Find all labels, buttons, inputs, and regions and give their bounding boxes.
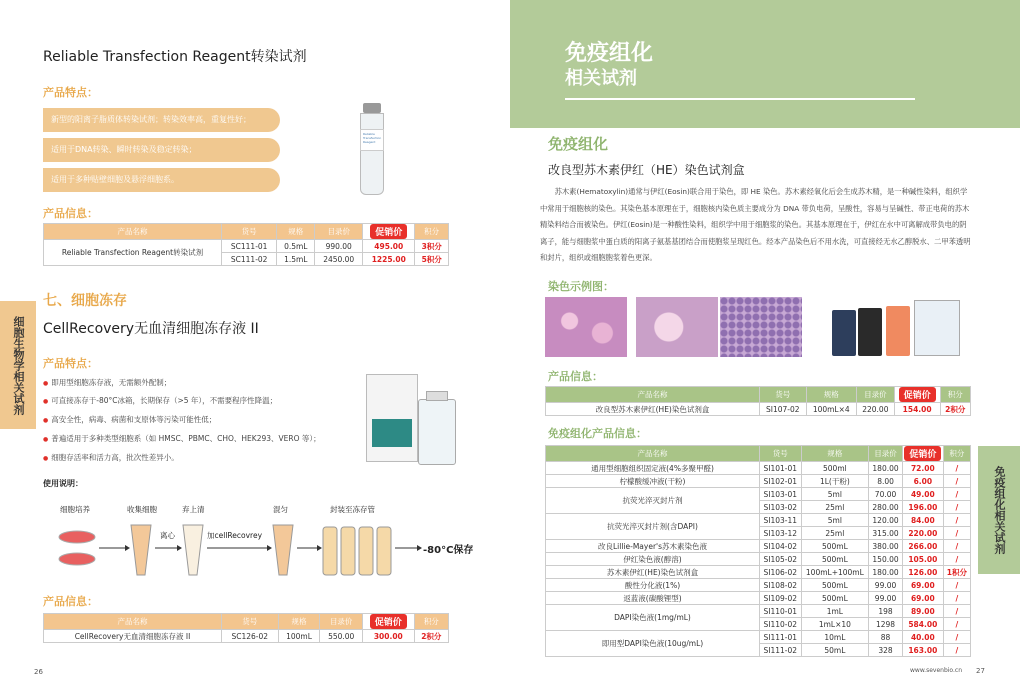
banner-line-2: 相关试剂 bbox=[565, 68, 637, 89]
right-side-tab: 免疫组化相关试剂 bbox=[978, 446, 1020, 574]
table-row: 通用型细胞组织固定液(4%多聚甲醛) SI101-01 500ml 180.00 72.00 / bbox=[546, 462, 971, 475]
page-number: 26 bbox=[34, 668, 43, 676]
stain-image-3 bbox=[720, 297, 802, 357]
page-number: 27 bbox=[976, 667, 985, 675]
step-store: -80°C保存 bbox=[423, 545, 474, 556]
he-title: 改良型苏木素伊红（HE）染色试剂盒 bbox=[548, 163, 745, 177]
table-row: Reliable Transfection Reagent转染试剂 SC111-01 0.5mL 990.00 495.00 3积分 bbox=[44, 240, 449, 253]
cryo-feature-3: ● 高安全性，病毒、病菌和支原体等污染可能性低； bbox=[43, 414, 216, 425]
ihc-info-heading: 免疫组化产品信息： bbox=[548, 427, 647, 440]
cryo-title: CellRecovery无血清细胞冻存液 II bbox=[43, 321, 259, 337]
table-row: 改良Lillie-Mayer's苏木素染色液 SI104-02 500mL 380.00 266.00 / bbox=[546, 540, 971, 553]
table-row: SI103-12 25ml 315.00 220.00 / bbox=[546, 527, 971, 540]
col-promo: 促销价 bbox=[363, 224, 415, 240]
ihc-section-heading: 免疫组化 bbox=[548, 135, 609, 153]
cryo-feature-5: ● 细胞存活率和活力高，批次性差异小。 bbox=[43, 452, 179, 463]
transfection-title: Reliable Transfection Reagent转染试剂 bbox=[43, 49, 307, 65]
transfection-features-heading: 产品特点： bbox=[43, 86, 98, 99]
step-add-reagent: 加cellRecovrey bbox=[207, 531, 263, 540]
step-cell-culture: 细胞培养 bbox=[60, 505, 90, 514]
step-centrifuge: 离心 bbox=[160, 531, 175, 540]
cryo-table: 产品名称 货号 规格 目录价 促销价 积分 CellRecovery无血清细胞冻存液 II SC126-02 100mL 550.00 300.00 2积分 bbox=[43, 613, 449, 643]
table-row: 苏木素伊红(HE)染色试剂盒 SI106-02 100mL+100mL 180.00 126.00 1积分 bbox=[546, 566, 971, 579]
banner-rule bbox=[565, 98, 915, 100]
transfection-table bbox=[43, 223, 449, 266]
transfection-feature-3: 适用于多种贴壁细胞及悬浮细胞系。 bbox=[43, 168, 280, 192]
cryo-info-heading: 产品信息： bbox=[43, 595, 98, 608]
cryo-feature-2: ● 可直接冻存于-80°C冰箱，长期保存（>5 年），不需要程序性降温； bbox=[43, 395, 277, 406]
cryo-features-heading: 产品特点： bbox=[43, 357, 98, 370]
table-row: SI111-02 50mL 328 163.00 / bbox=[546, 644, 971, 657]
transfection-feature-1: 新型的阳离子脂质体转染试剂；转染效率高，重复性好； bbox=[43, 108, 280, 132]
col-sku: 货号 bbox=[222, 224, 277, 240]
stain-image-2 bbox=[636, 297, 718, 357]
table-row: 柠檬酸缓冲液(干粉) SI102-01 1L(干粉) 8.00 6.00 / bbox=[546, 475, 971, 488]
he-table: 产品名称 货号 规格 目录价 促销价 积分 改良型苏木素伊红(HE)染色试剂盒 SI107-02 100mL×4 220.00 154.00 2积分 bbox=[545, 386, 971, 416]
transfection-feature-2: 适用于DNA转染、瞬时转染及稳定转染； bbox=[43, 138, 280, 162]
step-aliquot: 封装至冻存管 bbox=[330, 505, 375, 514]
cryo-section-heading: 七、细胞冻存 bbox=[43, 293, 127, 309]
left-side-tab: 细胞生物学相关试剂 bbox=[0, 301, 36, 429]
table-row: DAPI染色液(1mg/mL) SI110-01 1mL 198 89.00 / bbox=[546, 605, 971, 618]
col-name: 产品名称 bbox=[44, 224, 222, 240]
table-row: 抗荧光淬灭封片剂 SI103-01 5ml 70.00 49.00 / bbox=[546, 488, 971, 501]
table-row: SC111-02 1.5mL 2450.00 1225.00 5积分 bbox=[44, 253, 449, 266]
table-row: CellRecovery无血清细胞冻存液 II SC126-02 100mL 550.00 300.00 2积分 bbox=[44, 630, 449, 643]
cryo-product-image bbox=[366, 369, 461, 469]
col-spec: 规格 bbox=[277, 224, 315, 240]
table-row: 酸性分化液(1%) SI108-02 500mL 99.00 69.00 / bbox=[546, 579, 971, 592]
step-collect: 收集细胞 bbox=[127, 505, 157, 514]
table-row: 返蓝液(碳酸锂型) SI109-02 500mL 99.00 69.00 / bbox=[546, 592, 971, 605]
col-list: 目录价 bbox=[315, 224, 363, 240]
tube-label: Reliable Transfection Reagent bbox=[360, 129, 384, 151]
table-row: SI110-02 1mL×10 1298 584.00 / bbox=[546, 618, 971, 631]
table-row: 改良型苏木素伊红(HE)染色试剂盒 SI107-02 100mL×4 220.00 154.00 2积分 bbox=[546, 403, 971, 416]
banner-line-1: 免疫组化 bbox=[565, 41, 654, 66]
table-row: 伊红染色液(醇溶) SI105-02 500mL 150.00 105.00 / bbox=[546, 553, 971, 566]
step-discard: 弃上清 bbox=[182, 505, 205, 514]
table-row: 即用型DAPI染色液(10ug/mL) SI111-01 10mL 88 40.00 / bbox=[546, 631, 971, 644]
cryo-feature-4: ● 普遍适用于多种类型细胞系（如 HMSC、PBMC、CHO、HEK293、VERO 等）； bbox=[43, 433, 321, 444]
stain-image-1 bbox=[545, 297, 627, 357]
transfection-info-heading: 产品信息： bbox=[43, 207, 98, 220]
usage-heading: 使用说明： bbox=[43, 479, 83, 488]
col-points: 积分 bbox=[415, 224, 449, 240]
step-mix: 混匀 bbox=[273, 505, 288, 514]
cryo-feature-1: ● 即用型细胞冻存液，无需额外配制； bbox=[43, 377, 171, 388]
ihc-table: 产品名称 货号 规格 目录价 促销价 积分 通用型细胞组织固定液(4%多聚甲醛) SI101-01 500ml 180.00 72.00 / 柠檬酸缓冲液(干粉) SI102-01 1L(干粉) 8.00 6.00 / 抗荧光淬灭封片剂 SI103-01 5ml 70.00 49.00 / SI103-02 25ml 280.00 196.00 / 抗荧光淬灭封片剂(含DAPI) SI103-11 5ml 120.00 84.00 / SI103-12 25ml 315.00 220.00 / 改良Lillie-Mayer's苏木素染色液 SI104-02 500mL 380.00 266.00 / 伊红染色液(醇溶) SI105-02 500mL 150.00 105.00 / 苏木素伊红(HE)染色试剂盒 SI106-02 100mL+100mL 180.00 126.00 1积分 酸性分化液(1%) SI108-02 500mL 99.00 69.00 / 返蓝液(碳酸锂型) SI109-02 500mL 99.00 69.00 / DAPI染色液(1mg/mL) SI110-01 1mL 198 89.00 / SI110-02 1mL×10 1298 584.00 / 即用型DAPI染色液(10ug/mL) SI111-01 10mL 88 40.00 / SI111-02 50mL 328 163.00 / bbox=[545, 445, 971, 657]
workflow-diagram bbox=[55, 515, 425, 585]
website: www.sevenbio.cn bbox=[910, 667, 962, 674]
table-row: SI103-02 25ml 280.00 196.00 / bbox=[546, 501, 971, 514]
transfection-tube-image bbox=[358, 103, 386, 195]
example-heading: 染色示例图： bbox=[548, 280, 614, 293]
table-row: 抗荧光淬灭封片剂(含DAPI) SI103-11 5ml 120.00 84.00 / bbox=[546, 514, 971, 527]
right-page bbox=[510, 0, 1020, 687]
he-kit-image bbox=[822, 298, 962, 360]
he-info-heading: 产品信息： bbox=[548, 370, 603, 383]
he-description: 苏木素(Hematoxylin)通常与伊红(Eosin)联合用于染色，即 HE 染色。苏木素经氧化后会生成苏木精，是一种碱性染料，组织学中常用于细胞核的染色。其染色基本原理在于，细胞核内染色质主要成分为 DNA 带负电荷，呈酸性，容易与呈碱性、带正电荷的苏木精染料结合而被染色。伊红(Eosin)是一种酸性染料，组织学中用于细胞浆的染色。其基本原理在于，伊红在水中可离解成带负电的阴离子，能与细胞浆中蛋白质的阳离子氨基基团结合而使胞浆呈现红色。经本产品染色后不用水洗，可直接经无水乙醇脱水、二甲苯透明和封片，组织或细胞胞浆着色更深。 bbox=[540, 187, 971, 262]
